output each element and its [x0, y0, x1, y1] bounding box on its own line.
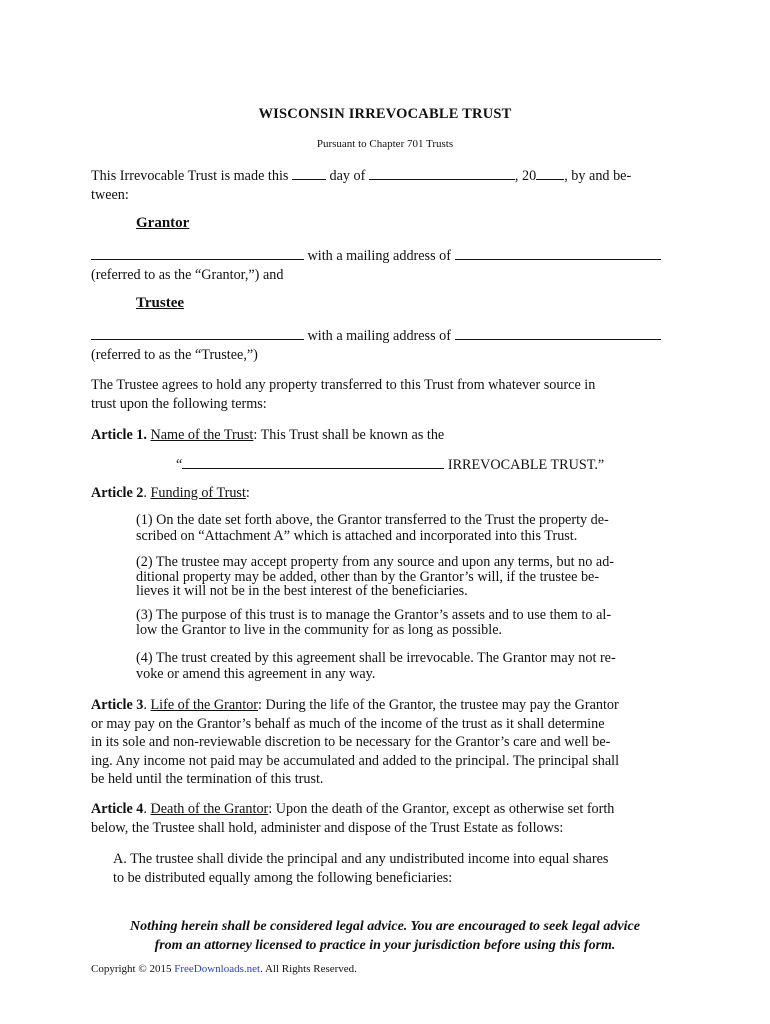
article-4-sep: . [143, 801, 151, 817]
grantor-paragraph [91, 247, 691, 284]
copyright-notice [91, 963, 357, 975]
legal-disclaimer [60, 917, 710, 955]
article-3-line-3: in its sole and non-reviewable discretion to be necessary for the Grantor’s care and well be- [91, 734, 611, 750]
article-3-label: Article 3 [91, 697, 144, 713]
chapter-link[interactable]: Chapter 701 Trusts [369, 138, 454, 150]
article-1-text: : This Trust shall be known as the [253, 427, 445, 443]
article-2-item-4 [136, 650, 616, 682]
document-subtitle [0, 138, 770, 150]
article-3-line-5: be held until the termination of this trust. [91, 771, 324, 787]
article-2-item-3 [136, 608, 611, 637]
article-3-name: Life of the Grantor [150, 697, 259, 713]
intro-text-3: , 20 [514, 168, 537, 184]
article-1-name: Name of the Trust [150, 427, 254, 443]
article-1-label: Article 1. [91, 427, 147, 443]
article-2-label: Article 2 [91, 485, 144, 501]
grantor-mailing-text: with a mailing address of [304, 248, 455, 264]
intro-paragraph [91, 167, 691, 204]
article-1 [91, 426, 444, 445]
grantor-referred: (referred to as the “Grantor,”) and [91, 266, 284, 283]
trust-name-quote: “ [176, 457, 183, 473]
article-4-label: Article 4 [91, 801, 144, 817]
trustee-address-blank[interactable] [455, 327, 661, 340]
article-3-line-4: ing. Any income not paid may be accumulated and added to the principal. The principal shall [91, 752, 620, 769]
trustee-mailing-text: with a mailing address of [304, 328, 455, 344]
article-2 [91, 484, 250, 503]
trustee-referred: (referred to as the “Trustee,”) [91, 346, 258, 363]
intro-text-1: This Irrevocable Trust is made this [91, 168, 292, 184]
copyright-suffix: . All Rights Reserved. [260, 963, 357, 975]
grantor-name-blank[interactable] [91, 247, 304, 260]
article-2-sep: . [143, 485, 151, 501]
agreement-paragraph [91, 376, 691, 413]
item-1-line-2: scribed on “Attachment A” which is attached and incorporated into this Trust. [136, 528, 578, 544]
agreement-line-1: The Trustee agrees to hold any property transferred to this Trust from whatever source in [91, 377, 596, 393]
item-a-line-1: A. The trustee shall divide the principal and any undistributed income into equal shares [113, 851, 609, 867]
article-2-colon: : [245, 485, 250, 501]
day-blank[interactable] [292, 167, 326, 180]
article-3-line-2: or may pay on the Grantor’s behalf as much of the income of the trust as it shall determine [91, 715, 605, 732]
article-4-line-1: : Upon the death of the Grantor, except as otherwise set forth [268, 801, 615, 817]
copyright-prefix: Copyright © 2015 [91, 963, 175, 975]
grantor-heading: Grantor [136, 215, 190, 231]
intro-text-4: , by and be- [564, 168, 632, 184]
trustee-name-blank[interactable] [91, 327, 304, 340]
document-title: WISCONSIN IRREVOCABLE TRUST [258, 106, 512, 122]
trustee-heading: Trustee [136, 295, 185, 311]
intro-text-2: day of [325, 168, 369, 184]
trust-name-blank[interactable] [182, 456, 444, 469]
item-a-line-2: to be distributed equally among the following beneficiaries: [113, 869, 453, 886]
trustee-paragraph [91, 327, 691, 364]
article-4-name: Death of the Grantor [150, 801, 269, 817]
intro-line-2: tween: [91, 186, 129, 203]
item-4-line-1: (4) The trust created by this agreement shall be irrevocable. The Grantor may not re- [136, 650, 616, 666]
freedownloads-link[interactable]: FreeDownloads.net [174, 963, 261, 975]
agreement-line-2: trust upon the following terms: [91, 395, 267, 412]
article-2-item-2 [136, 555, 614, 599]
article-2-item-1 [136, 512, 609, 544]
item-4-line-2: voke or amend this agreement in any way. [136, 666, 376, 682]
item-2-line-2: ditional property may be added, other than by the Grantor’s will, if the trustee be- [136, 568, 600, 585]
trust-name-line [176, 456, 604, 475]
item-2-line-3: lieves it will not be in the best interest of the beneficiaries. [136, 583, 468, 599]
item-3-line-2: low the Grantor to live in the community for as long as possible. [136, 621, 503, 638]
article-3-line-1: : During the life of the Grantor, the trustee may pay the Grantor [258, 697, 619, 713]
trust-name-suffix: IRREVOCABLE TRUST.” [444, 457, 605, 473]
month-blank[interactable] [369, 167, 515, 180]
article-2-name: Funding of Trust [150, 485, 246, 501]
article-4 [91, 800, 614, 837]
grantor-address-blank[interactable] [455, 247, 661, 260]
disclaimer-line-1: Nothing herein shall be considered legal advice. You are encouraged to seek legal advice [130, 919, 640, 934]
article-3-sep: . [143, 697, 151, 713]
article-3 [91, 696, 619, 789]
disclaimer-line-2: from an attorney licensed to practice in your jurisdiction before using this form. [154, 938, 616, 953]
item-2-line-1: (2) The trustee may accept property from any source and upon any terms, but no ad- [136, 554, 615, 570]
article-4-item-a [113, 850, 608, 887]
subtitle-prefix: Pursuant to [316, 138, 370, 150]
article-4-line-2: below, the Trustee shall hold, administer and dispose of the Trust Estate as follows: [91, 819, 564, 836]
year-blank[interactable] [536, 167, 564, 180]
item-3-line-1: (3) The purpose of this trust is to manage the Grantor’s assets and to use them to al- [136, 607, 612, 623]
item-1-line-1: (1) On the date set forth above, the Grantor transferred to the Trust the property de- [136, 512, 609, 528]
